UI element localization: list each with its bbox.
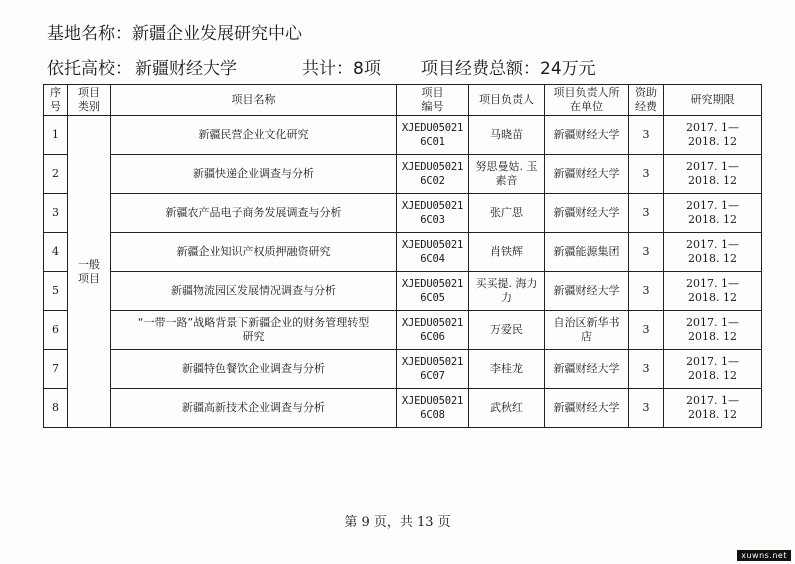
header-fund: 资助 经费 — [629, 85, 664, 116]
row-period: 2017. 1— 2018. 12 — [664, 350, 762, 389]
row-seq: 4 — [44, 233, 68, 272]
row-leader: 武秋红 — [469, 389, 545, 428]
header-seq: 序 号 — [44, 85, 68, 116]
row-seq: 3 — [44, 194, 68, 233]
row-project-code: XJEDU05021 6C07 — [397, 350, 469, 389]
row-fund: 3 — [629, 155, 664, 194]
header-project-code: 项目 编号 — [397, 85, 469, 116]
row-project-code: XJEDU05021 6C01 — [397, 116, 469, 155]
row-project-code: XJEDU05021 6C03 — [397, 194, 469, 233]
row-project-name: 新疆高新技术企业调查与分析 — [111, 389, 397, 428]
table-row — [44, 350, 762, 389]
table-row — [44, 272, 762, 311]
row-seq: 5 — [44, 272, 68, 311]
header-unit: 项目负责人所 在单位 — [545, 85, 629, 116]
row-period: 2017. 1— 2018. 12 — [664, 311, 762, 350]
college-label: 依托高校： — [47, 59, 132, 79]
table-row — [44, 116, 762, 155]
row-unit: 新疆能源集团 — [545, 233, 629, 272]
header-project-name: 项目名称 — [111, 85, 397, 116]
funding-total: 项目经费总额：24万元 — [421, 59, 596, 79]
table-row — [44, 311, 762, 350]
row-project-name: 新疆特色餐饮企业调查与分析 — [111, 350, 397, 389]
row-seq: 6 — [44, 311, 68, 350]
row-leader: 张广思 — [469, 194, 545, 233]
row-period: 2017. 1— 2018. 12 — [664, 389, 762, 428]
table-header-row — [44, 85, 762, 116]
row-unit: 新疆财经大学 — [545, 116, 629, 155]
project-table — [43, 84, 762, 428]
table-row — [44, 233, 762, 272]
header-period: 研究期限 — [664, 85, 762, 116]
row-leader: 努思曼姑. 玉 素音 — [469, 155, 545, 194]
row-seq: 8 — [44, 389, 68, 428]
row-leader: 买买提. 海力 力 — [469, 272, 545, 311]
row-period: 2017. 1— 2018. 12 — [664, 194, 762, 233]
row-project-code: XJEDU05021 6C04 — [397, 233, 469, 272]
row-project-name: 新疆快递企业调查与分析 — [111, 155, 397, 194]
row-period: 2017. 1— 2018. 12 — [664, 155, 762, 194]
row-project-code: XJEDU05021 6C02 — [397, 155, 469, 194]
row-fund: 3 — [629, 233, 664, 272]
table-row — [44, 194, 762, 233]
header-category: 项目 类别 — [68, 85, 111, 116]
row-fund: 3 — [629, 272, 664, 311]
row-period: 2017. 1— 2018. 12 — [664, 116, 762, 155]
row-leader: 万爱民 — [469, 311, 545, 350]
page-footer: 第 9 页，共 13 页 — [344, 515, 451, 530]
base-name-label: 基地名称： — [47, 24, 132, 44]
row-unit: 新疆财经大学 — [545, 194, 629, 233]
row-fund: 3 — [629, 350, 664, 389]
row-leader: 马晓苗 — [469, 116, 545, 155]
row-unit: 自治区新华书 店 — [545, 311, 629, 350]
table-row — [44, 389, 762, 428]
row-seq: 7 — [44, 350, 68, 389]
site-watermark: xuwns.net — [737, 550, 791, 561]
row-fund: 3 — [629, 311, 664, 350]
row-unit: 新疆财经大学 — [545, 155, 629, 194]
row-leader: 李桂龙 — [469, 350, 545, 389]
table-row — [44, 155, 762, 194]
row-fund: 3 — [629, 194, 664, 233]
row-seq: 2 — [44, 155, 68, 194]
row-unit: 新疆财经大学 — [545, 272, 629, 311]
row-unit: 新疆财经大学 — [545, 389, 629, 428]
row-leader: 肖铁辉 — [469, 233, 545, 272]
row-project-name: 新疆物流园区发展情况调查与分析 — [111, 272, 397, 311]
header-leader: 项目负责人 — [469, 85, 545, 116]
row-project-name: 新疆企业知识产权质押融资研究 — [111, 233, 397, 272]
base-name-line — [47, 23, 302, 45]
row-unit: 新疆财经大学 — [545, 350, 629, 389]
category-cell: 一般 项目 — [68, 116, 111, 428]
row-project-name: 新疆农产品电子商务发展调查与分析 — [111, 194, 397, 233]
project-total: 共计：8项 — [302, 59, 381, 79]
row-seq: 1 — [44, 116, 68, 155]
row-project-code: XJEDU05021 6C05 — [397, 272, 469, 311]
row-project-name: 新疆民营企业文化研究 — [111, 116, 397, 155]
college-value: 新疆财经大学 — [135, 59, 237, 79]
row-period: 2017. 1— 2018. 12 — [664, 272, 762, 311]
row-project-code: XJEDU05021 6C06 — [397, 311, 469, 350]
row-fund: 3 — [629, 389, 664, 428]
row-project-code: XJEDU05021 6C08 — [397, 389, 469, 428]
base-name-value: 新疆企业发展研究中心 — [132, 24, 302, 44]
row-fund: 3 — [629, 116, 664, 155]
row-project-name: “一带一路”战略背景下新疆企业的财务管理转型 研究 — [111, 311, 397, 350]
row-period: 2017. 1— 2018. 12 — [664, 233, 762, 272]
